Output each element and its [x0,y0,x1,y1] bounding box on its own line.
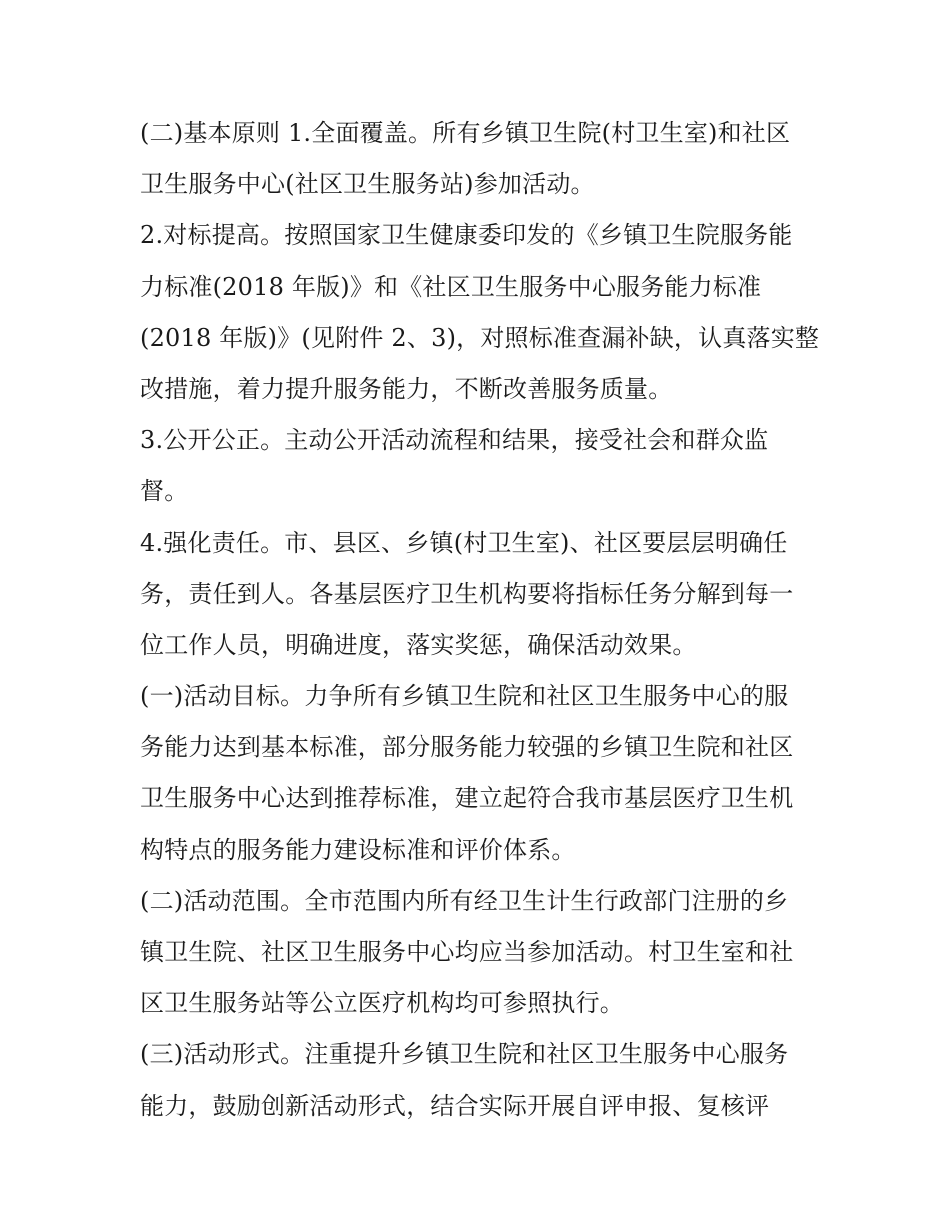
text-line: 区卫生服务站等公立医疗机构均可参照执行。 [140,989,624,1018]
text-line: 2.对标提高。按照国家卫生健康委印发的《乡镇卫生院服务能 [140,221,793,250]
text-line: 镇卫生院、社区卫生服务中心均应当参加活动。村卫生室和社 [140,938,794,966]
text-line: 4.强化责任。市、县区、乡镇(村卫生室)、社区要层层明确任 [140,528,788,557]
text-line: 务，责任到人。各基层医疗卫生机构要将指标任务分解到每一 [140,579,794,608]
text-line: 能力，鼓励创新活动形式，结合实际开展自评申报、复核评 [140,1091,770,1120]
text-line: 改措施，着力提升服务能力，不断改善服务质量。 [140,374,673,403]
text-line: 务能力达到基本标准，部分服务能力较强的乡镇卫生院和社区 [140,733,794,762]
text-line: 3.公开公正。主动公开活动流程和结果，接受社会和群众监 [140,426,769,455]
text-line: 构特点的服务能力建设标准和评价体系。 [140,835,576,864]
text-line: (三)活动形式。注重提升乡镇卫生院和社区卫生服务中心服务 [140,1040,789,1069]
text-line: 卫生服务中心达到推荐标准，建立起符合我市基层医疗卫生机 [140,784,794,813]
text-line: (二)活动范围。全市范围内所有经卫生计生行政部门注册的乡 [140,886,789,915]
text-line: (二)基本原则 1.全面覆盖。所有乡镇卫生院(村卫生室)和社区 [140,119,791,147]
text-line: 督。 [140,477,189,506]
document-body [140,108,830,1132]
text-line: (2018 年版)》(见附件 2、3)，对照标准查漏补缺，认真落实整 [140,323,820,352]
text-line: (一)活动目标。力争所有乡镇卫生院和社区卫生服务中心的服 [140,682,789,711]
text-line: 位工作人员，明确进度，落实奖惩，确保活动效果。 [140,630,697,659]
text-line: 力标准(2018 年版)》和《社区卫生服务中心服务能力标准 [140,272,762,301]
text-line: 卫生服务中心(社区卫生服务站)参加活动。 [140,170,595,199]
